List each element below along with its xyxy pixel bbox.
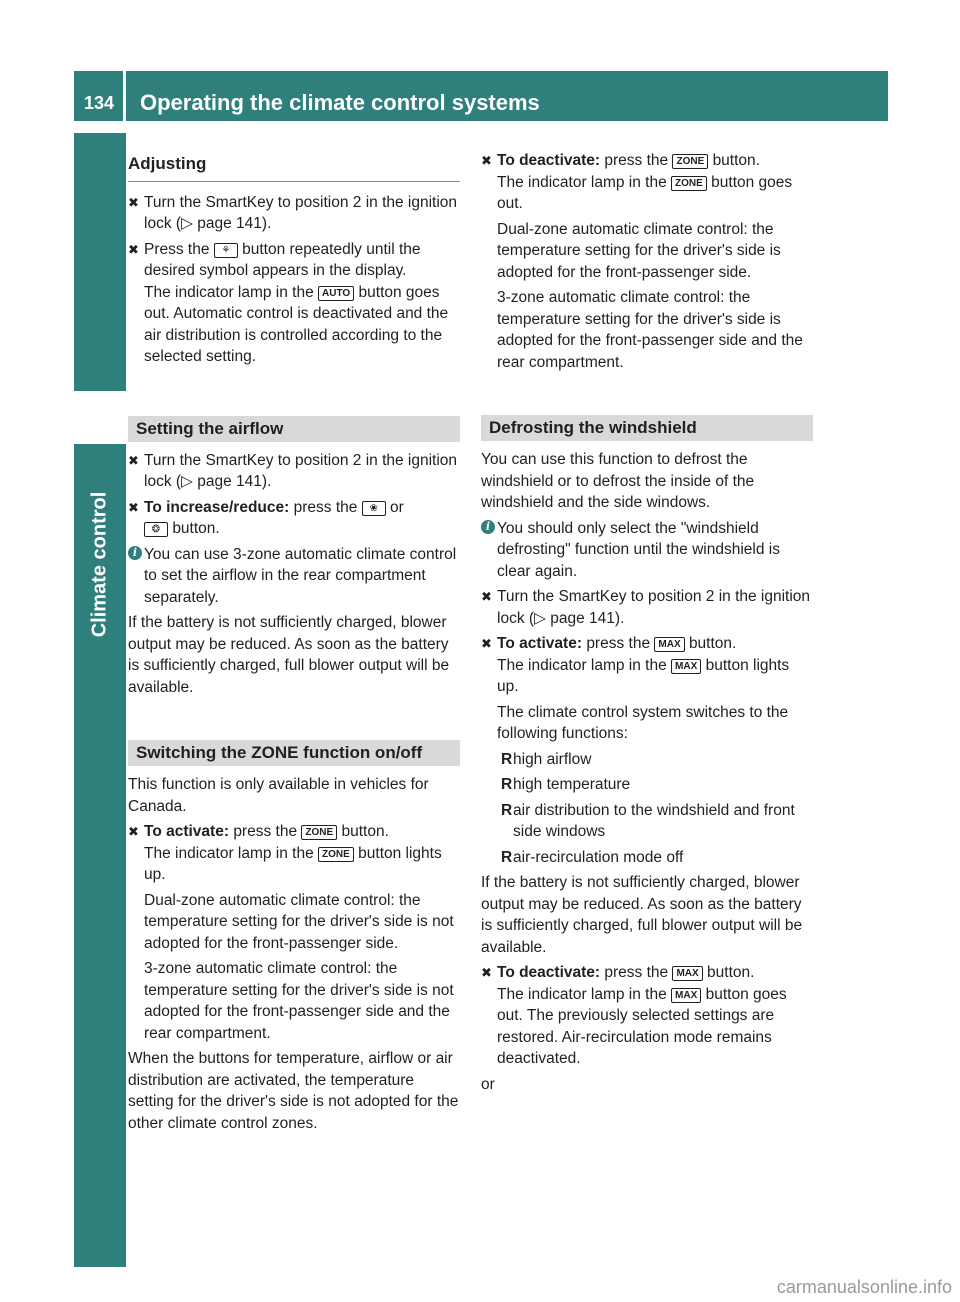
instruction-step — [128, 497, 460, 540]
list-item — [481, 749, 813, 771]
step-arrow-icon: ✖ — [128, 499, 139, 515]
step-label: To deactivate: — [497, 152, 601, 169]
list-item-text: air distribution to the windshield and front side windows — [513, 801, 795, 840]
defrost-max-icon: MAX — [671, 659, 701, 674]
step-text: The indicator lamp in the — [144, 283, 314, 301]
paragraph: If the battery is not sufficiently charged, blower output may be reduced. As soon as the battery is sufficiently charged, full blower output will be available. — [481, 874, 803, 956]
step-text: button. — [341, 823, 389, 840]
step-arrow-icon: ✖ — [481, 589, 492, 604]
left-column — [128, 150, 460, 1138]
instruction-step — [128, 239, 460, 368]
defrost-heading: Defrosting the windshield — [481, 415, 813, 441]
sub-paragraph: 3-zone automatic climate control: the temperature setting for the driver's side is not adopted for the front-passenger side and the rear compartment. — [144, 960, 454, 1042]
paragraph: You can use this function to defrost the windshield or to defrost the inside of the windshield and the side windows. — [481, 451, 755, 511]
step-text: press the — [233, 823, 298, 840]
step-arrow-icon: ✖ — [128, 824, 139, 839]
step-text: button. — [712, 152, 760, 169]
info-note — [481, 518, 813, 583]
step-arrow-icon: ✖ — [481, 153, 492, 168]
zone-icon: ZONE — [318, 847, 354, 862]
page-title: Operating the climate control systems — [140, 90, 540, 115]
step-text: button. — [688, 635, 737, 652]
bullet-icon: R — [501, 848, 513, 866]
instruction-step — [481, 150, 813, 215]
list-item — [481, 800, 813, 843]
note-text: You should only select the "windshield defrosting" function until the windshield is clear again. — [497, 519, 780, 580]
list-item — [481, 847, 813, 869]
step-text: The indicator lamp in the — [144, 844, 314, 862]
sidebar-marker — [74, 391, 126, 444]
step-text: The indicator lamp in the — [497, 173, 667, 191]
info-icon: i — [128, 546, 142, 560]
defrost-max-icon: MAX — [672, 966, 702, 981]
step-label: To activate: — [497, 635, 582, 652]
step-text: Turn the SmartKey to position 2 in the ignition lock (▷ page 141). — [144, 451, 458, 490]
step-text: button lights up. — [497, 656, 790, 695]
defrost-max-icon: MAX — [654, 637, 684, 652]
zone-heading: Switching the ZONE function on/off — [128, 740, 460, 766]
step-arrow-icon: ✖ — [481, 965, 492, 980]
air-distribution-icon: ⚘ — [214, 243, 238, 258]
sidebar-label — [74, 464, 126, 664]
step-arrow-icon: ✖ — [128, 452, 139, 468]
paragraph: If the battery is not sufficiently charged, blower output may be reduced. As soon as the battery is sufficiently charged, full blower output will be available. — [128, 614, 450, 696]
step-label: To activate: — [144, 823, 229, 840]
step-text: button. — [172, 520, 220, 537]
sidebar-label-text: Climate control — [88, 491, 111, 637]
defrost-max-icon: MAX — [671, 988, 701, 1003]
zone-icon: ZONE — [672, 154, 708, 169]
step-text: button goes out. — [497, 173, 793, 212]
step-text: button goes out. The previously selected settings are restored. Air-recirculation mode remains deactivated. — [497, 985, 787, 1067]
info-note — [128, 544, 460, 609]
info-icon: i — [481, 520, 495, 534]
list-item-text: high temperature — [513, 776, 631, 793]
step-text: Turn the SmartKey to position 2 in the ignition lock (▷ page 141). — [497, 588, 811, 627]
instruction-step — [128, 192, 460, 235]
instruction-step — [481, 633, 813, 698]
step-text: button. — [707, 964, 755, 981]
sub-paragraph: 3-zone automatic climate control: the temperature setting for the driver's side is adopted for the front-passenger side and the rear compartment. — [497, 289, 803, 371]
step-text: button repeatedly until the desired symbol appears in the display. — [144, 240, 421, 279]
step-text: Turn the SmartKey to position 2 in the ignition lock (▷ page 141). — [144, 193, 458, 232]
paragraph: This function is only available in vehicles for Canada. — [128, 776, 429, 815]
zone-icon: ZONE — [671, 176, 707, 191]
instruction-step — [128, 450, 460, 493]
adjusting-heading: Adjusting — [128, 150, 460, 182]
list-item-text: air-recirculation mode off — [513, 848, 684, 866]
step-text: The indicator lamp in the — [497, 985, 667, 1003]
bullet-icon: R — [501, 750, 513, 768]
step-arrow-icon: ✖ — [481, 636, 492, 651]
list-item — [481, 774, 813, 796]
step-text: press the — [293, 498, 358, 516]
sub-paragraph: Dual-zone automatic climate control: the temperature setting for the driver's side is not adopted for the front-passenger side. — [144, 891, 454, 952]
step-text: or — [390, 498, 404, 516]
sub-paragraph: The climate control system switches to the following functions: — [497, 703, 789, 742]
step-text: press the — [604, 152, 669, 169]
step-text: The indicator lamp in the — [497, 656, 667, 674]
auto-icon: AUTO — [318, 286, 354, 301]
step-text: press the — [604, 964, 669, 981]
step-arrow-icon: ✖ — [128, 241, 139, 257]
bullet-icon: R — [501, 801, 513, 819]
step-text: press the — [586, 635, 651, 652]
airflow-heading: Setting the airflow — [128, 416, 460, 442]
instruction-step — [481, 586, 813, 629]
step-label: To deactivate: — [497, 964, 601, 981]
fan-increase-icon: ❀ — [362, 501, 386, 516]
instruction-step — [128, 821, 460, 886]
list-item-text: high airflow — [513, 750, 592, 768]
sidebar-tab — [74, 133, 126, 1267]
page-number: 134 — [84, 93, 115, 113]
paragraph: When the buttons for temperature, airflow or air distribution are activated, the temperature setting for the driver's side is not adopted for the other climate control zones. — [128, 1050, 459, 1132]
instruction-step — [481, 962, 813, 1070]
watermark: carmanualsonline.info — [776, 1277, 952, 1297]
step-text: button goes out. Automatic control is deactivated and the air distribution is controlled according to the selected setting. — [144, 283, 449, 365]
step-text: Press the — [144, 240, 210, 258]
fan-decrease-icon: ❂ — [144, 522, 168, 537]
bullet-icon: R — [501, 776, 513, 793]
note-text: You can use 3-zone automatic climate control to set the airflow in the rear compartment separately. — [144, 545, 457, 606]
step-label: To increase/reduce: — [144, 498, 290, 516]
paragraph: or — [481, 1075, 495, 1093]
step-text: button lights up. — [144, 844, 442, 883]
sub-paragraph: Dual-zone automatic climate control: the temperature setting for the driver's side is adopted for the front-passenger side. — [497, 220, 781, 281]
header-divider — [123, 71, 126, 121]
zone-icon: ZONE — [301, 825, 337, 840]
right-column — [481, 150, 813, 1099]
step-arrow-icon: ✖ — [128, 194, 139, 210]
